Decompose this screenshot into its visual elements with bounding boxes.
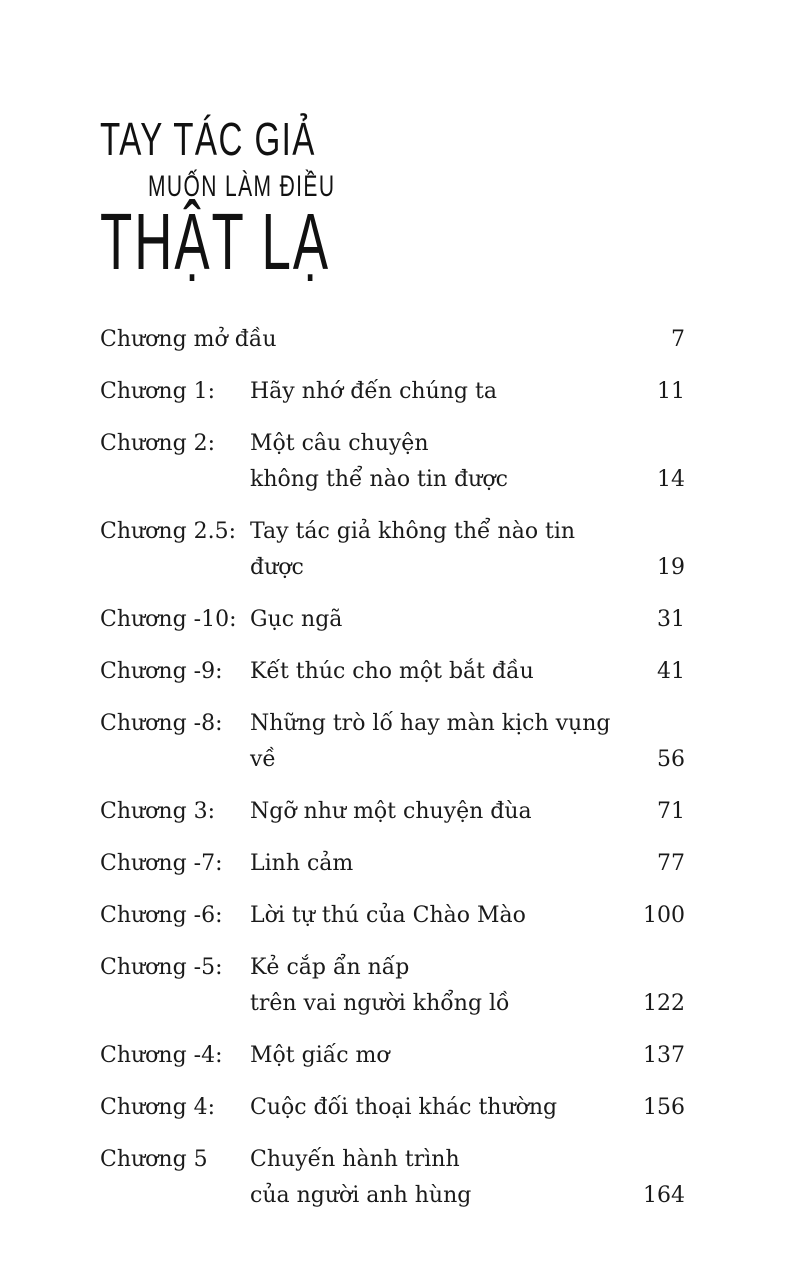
toc-page-number: 137 — [643, 1043, 685, 1068]
toc-chapter-title: Cuộc đối thoại khác thường — [250, 1095, 558, 1120]
toc-chapter-label: Chương -8: — [100, 711, 223, 736]
toc-page-number: 41 — [657, 659, 685, 684]
toc-page-number: 164 — [643, 1183, 685, 1208]
toc-chapter-label: Chương -9: — [100, 659, 223, 684]
toc-chapter-label: Chương -4: — [100, 1043, 223, 1068]
toc-page-number: 31 — [657, 607, 685, 632]
toc-row — [100, 1142, 685, 1214]
toc-chapter-title: Một câu chuyện không thể nào tin được — [250, 431, 508, 492]
toc-row — [100, 514, 685, 586]
toc-chapter-label: Chương 2: — [100, 431, 216, 456]
toc-chapter-label: Chương -7: — [100, 851, 223, 876]
toc-chapter-label: Chương 5 — [100, 1147, 208, 1172]
toc-chapter-title: Một giấc mơ — [250, 1043, 390, 1068]
toc-page-number: 156 — [643, 1095, 685, 1120]
toc-chapter-title: Gục ngã — [250, 607, 343, 632]
book-title — [100, 112, 360, 286]
toc-row — [100, 794, 685, 830]
toc-chapter-label: Chương 1: — [100, 379, 216, 404]
table-of-contents — [100, 322, 685, 1230]
toc-row — [100, 602, 685, 638]
toc-page-number: 11 — [657, 379, 685, 404]
toc-chapter-title: Kết thúc cho một bắt đầu — [250, 659, 534, 684]
toc-row — [100, 706, 685, 778]
toc-chapter-label: Chương -6: — [100, 903, 223, 928]
toc-chapter-title: Chuyến hành trình của người anh hùng — [250, 1147, 472, 1208]
toc-chapter-title: Ngỡ như một chuyện đùa — [250, 799, 532, 824]
toc-row — [100, 654, 685, 690]
toc-page-number: 56 — [657, 747, 685, 772]
toc-chapter-label: Chương -5: — [100, 955, 223, 980]
toc-chapter-label: Chương 4: — [100, 1095, 216, 1120]
book-title-line-2: MUỐN LÀM ĐIỀU — [148, 170, 336, 203]
toc-page-number: 19 — [657, 555, 685, 580]
book-title-line-1: TAY TÁC GIẢ — [100, 113, 316, 165]
toc-row — [100, 426, 685, 498]
toc-page-number: 71 — [657, 799, 685, 824]
toc-page-number: 77 — [657, 851, 685, 876]
toc-row — [100, 898, 685, 934]
toc-page-number: 14 — [657, 467, 685, 492]
toc-chapter-label: Chương 2.5: — [100, 519, 237, 544]
toc-page-number: 7 — [671, 327, 685, 352]
toc-chapter-label: Chương mở đầu — [100, 327, 277, 352]
toc-row — [100, 374, 685, 410]
toc-row — [100, 950, 685, 1022]
toc-row — [100, 1090, 685, 1126]
toc-page-number: 122 — [643, 991, 685, 1016]
toc-chapter-title: Tay tác giả không thể nào tin được — [250, 519, 576, 580]
toc-row — [100, 846, 685, 882]
toc-chapter-title: Kẻ cắp ẩn nấp trên vai người khổng lồ — [250, 955, 510, 1016]
toc-chapter-title: Hãy nhớ đến chúng ta — [250, 379, 497, 404]
toc-row — [100, 1038, 685, 1074]
toc-chapter-label: Chương -10: — [100, 607, 237, 632]
toc-row-prologue — [100, 322, 685, 358]
toc-chapter-label: Chương 3: — [100, 799, 216, 824]
toc-chapter-title: Những trò lố hay màn kịch vụng về — [250, 711, 611, 772]
book-title-line-3: THẬT LẠ — [100, 197, 331, 286]
toc-page-number: 100 — [643, 903, 685, 928]
toc-chapter-title: Lời tự thú của Chào Mào — [250, 903, 526, 928]
toc-chapter-title: Linh cảm — [250, 851, 354, 876]
